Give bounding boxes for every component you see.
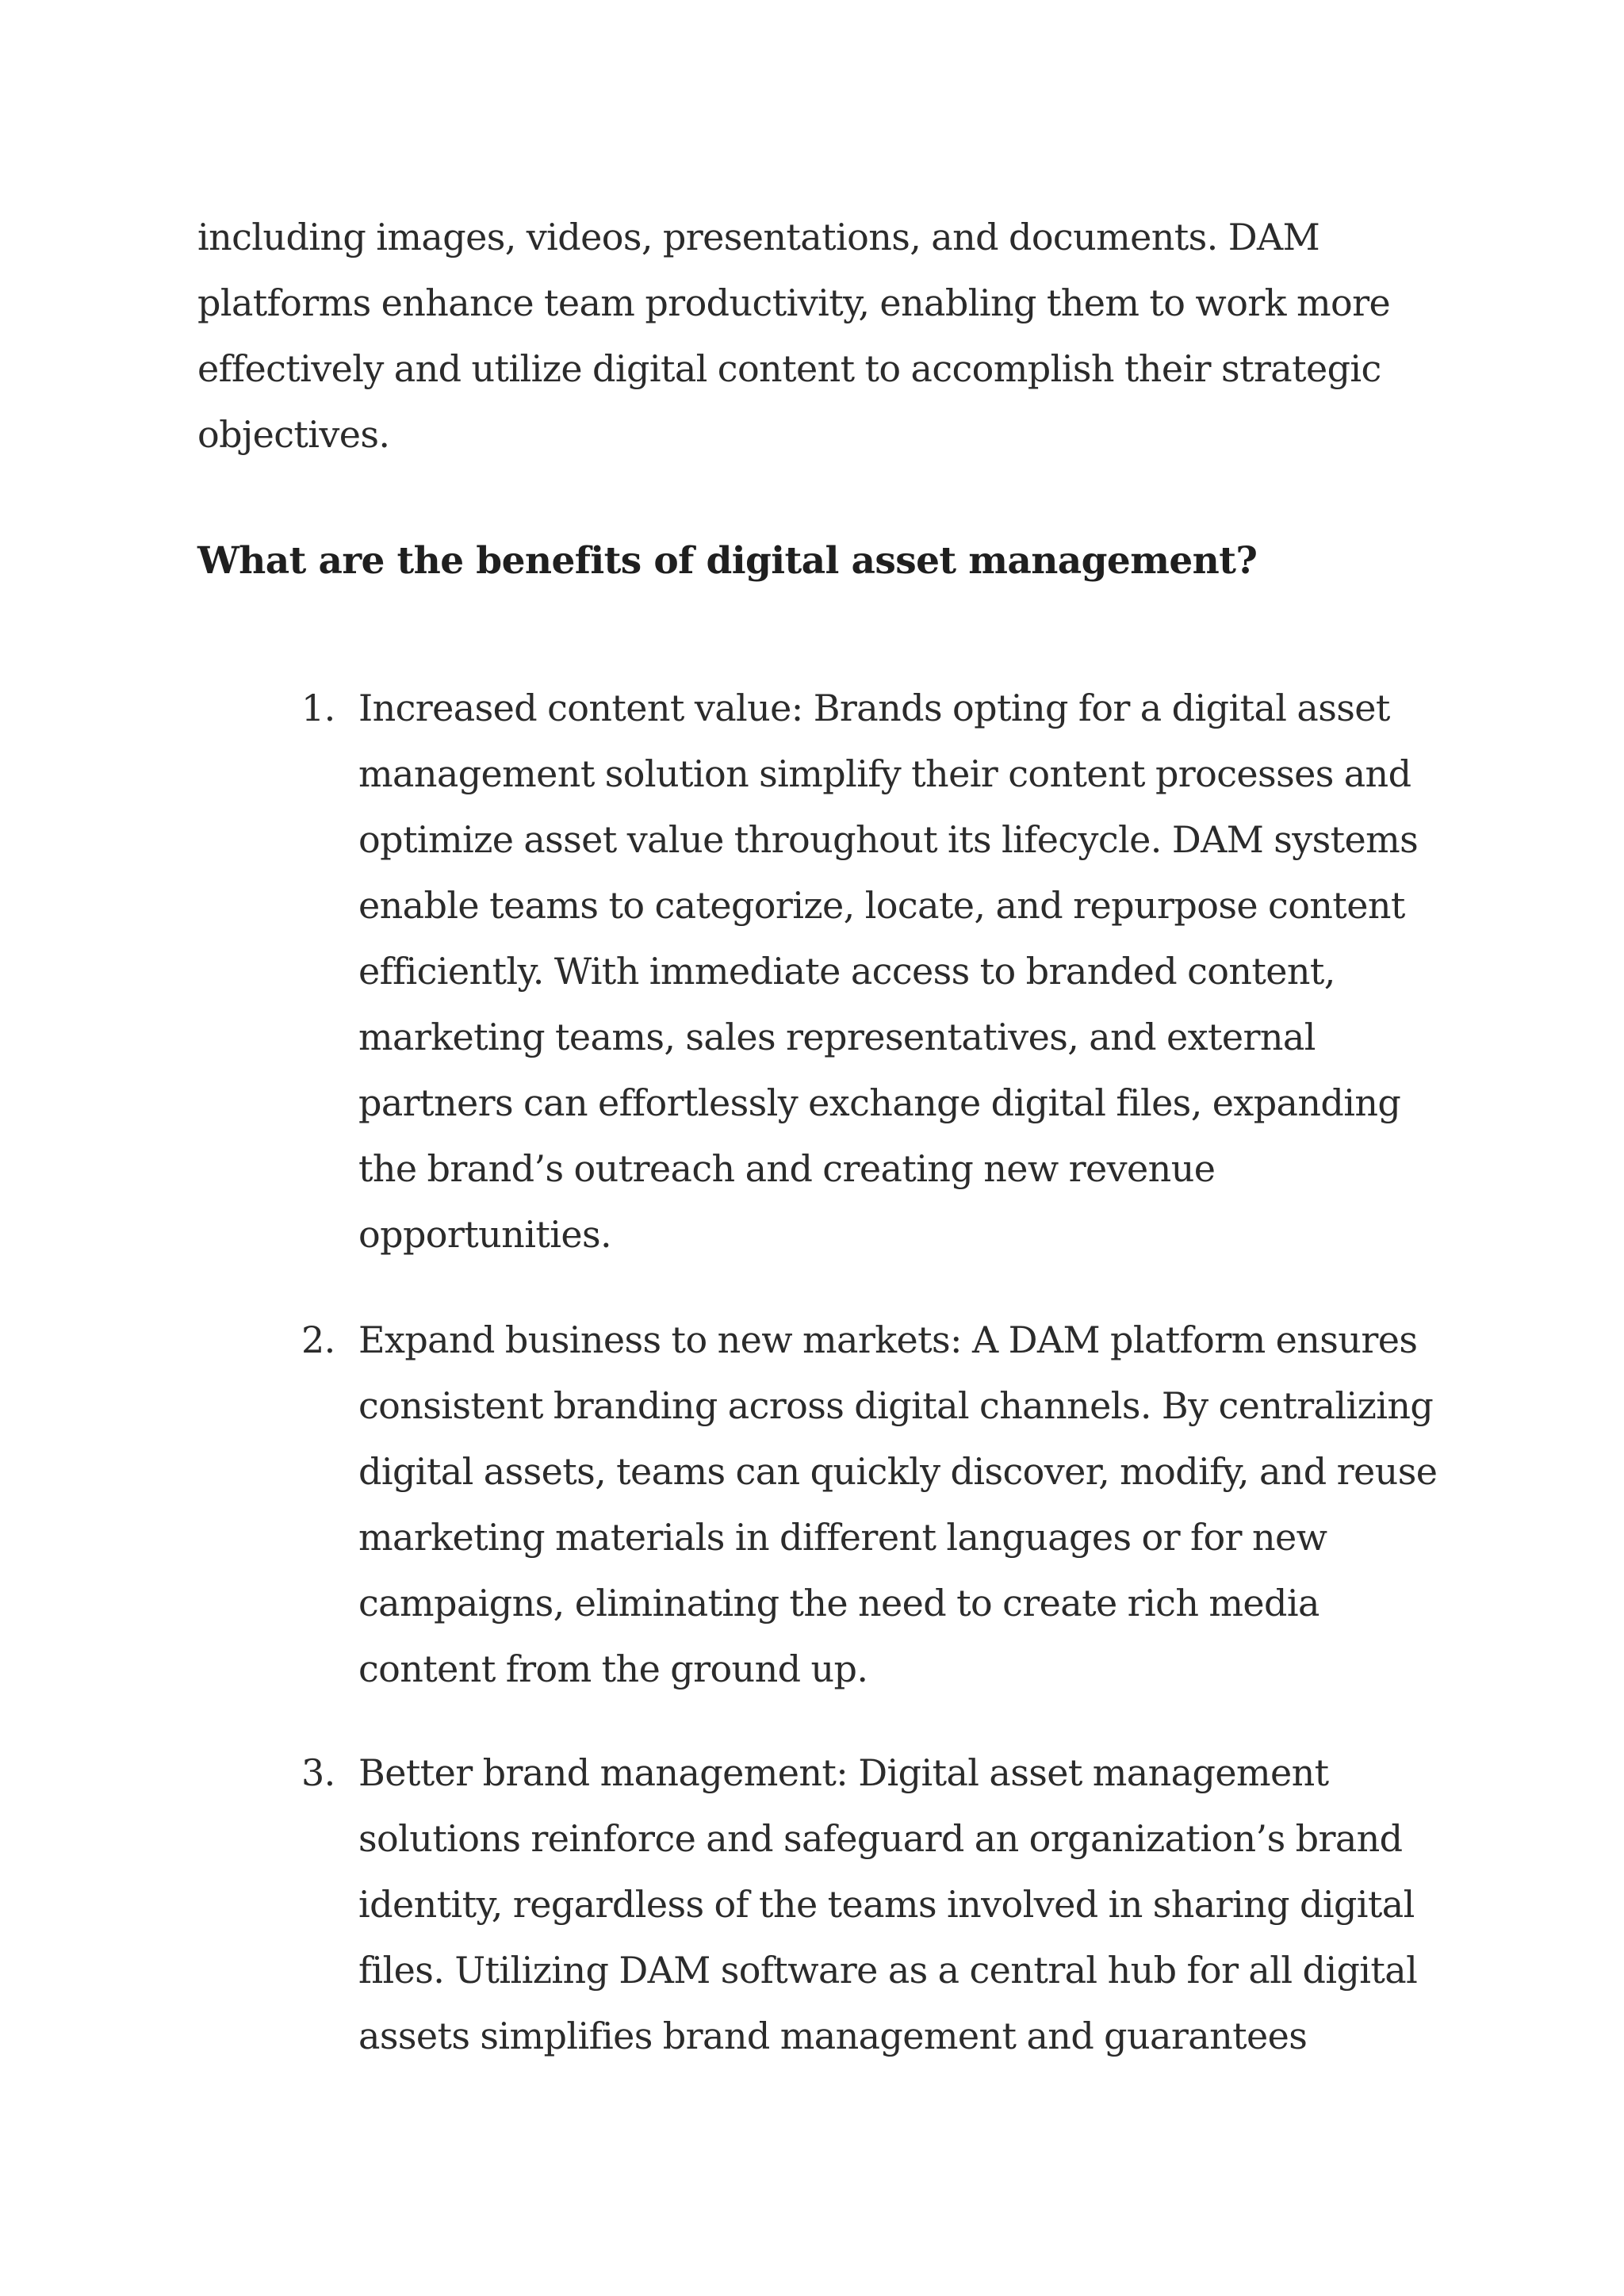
list-number: 2. xyxy=(301,1318,335,1361)
benefit-text: Better brand management: Digital asset management solutions reinforce and safeguard an organization’s brand identity, regardless of the teams involved in sharing digital files. Utilizing DAM software as a central hub for all digital assets simplifies brand management and guarantees xyxy=(358,1751,1418,2057)
section-heading: What are the benefits of digital asset management? xyxy=(197,539,1258,583)
benefit-text: Expand business to new markets: A DAM platform ensures consistent branding across digital channels. By centralizing digital assets, teams can quickly discover, modify, and reuse marketing materials in different languages or for new campaigns, eliminating the need to create rich media content from the ground up. xyxy=(358,1318,1438,1690)
intro-paragraph: including images, videos, presentations, and documents. DAM platforms enhance team productivity, enabling them to work more effectively and utilize digital content to accomplish their strategic objectives. xyxy=(197,216,1391,456)
list-number: 3. xyxy=(301,1751,335,1794)
list-number: 1. xyxy=(301,687,335,729)
benefit-text: Increased content value: Brands opting for a digital asset management solution simplify their content processes and optimize asset value throughout its lifecycle. DAM systems enable teams to categorize, locate, and repurpose content efficiently. With immediate access to branded content, marketing teams, sales representatives, and external partners can effortlessly exchange digital files, expanding the brand’s outreach and creating new revenue opportunities. xyxy=(358,687,1419,1256)
